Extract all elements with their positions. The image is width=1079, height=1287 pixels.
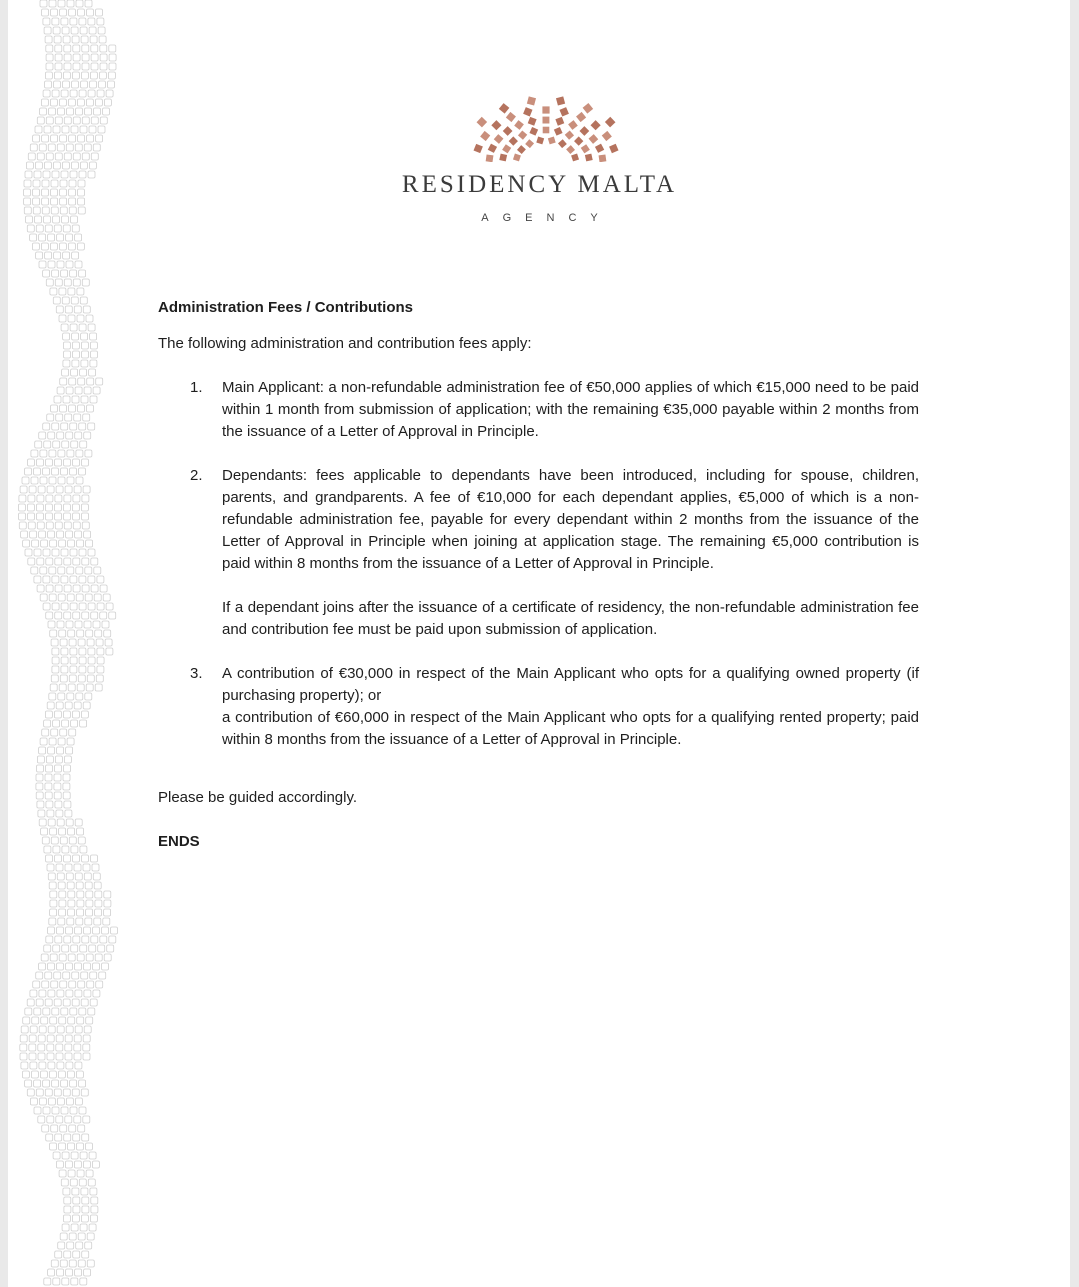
list-item-number: 1. bbox=[190, 379, 203, 396]
brand-name: RESIDENCY MALTA bbox=[401, 171, 678, 198]
closing-text: Please be guided accordingly. bbox=[158, 789, 358, 806]
list-item bbox=[158, 465, 919, 641]
document-body bbox=[158, 297, 919, 853]
document-heading: Administration Fees / Contributions bbox=[158, 299, 414, 316]
brand-subtitle: AGENCY bbox=[481, 212, 612, 224]
list-item-text: A contribution of €30,000 in respect of the Main Applicant who opts for a qualifying owned property (if purchasing property); or bbox=[222, 665, 919, 704]
list-item bbox=[158, 377, 919, 443]
list-item-text: a contribution of €60,000 in respect of the Main Applicant who opts for a qualifying rented property; paid within 8 months from the issuance of a Letter of Approval in Principle. bbox=[222, 709, 919, 748]
residency-malta-logo-icon bbox=[462, 96, 630, 162]
list-item-text: Dependants: fees applicable to dependants have been introduced, including for spouse, children, parents, and grandparents. A fee of €10,000 for each dependant applies, €5,000 of which is a non-refundable administration fee, payable for every dependant within 2 months from the issuance of the Letter of Approval in Principle when joining at application stage. The remaining €5,000 contribution is paid within 8 months from the issuance of a Letter of Approval in Principle. bbox=[222, 467, 919, 572]
document-intro: The following administration and contribution fees apply: bbox=[158, 335, 532, 352]
ends-marker: ENDS bbox=[158, 833, 200, 850]
list-item bbox=[158, 663, 919, 751]
list-item-text: If a dependant joins after the issuance of a certificate of residency, the non-refundable administration fee and contribution fee must be paid upon submission of application. bbox=[222, 599, 919, 638]
list-item-number: 3. bbox=[190, 665, 203, 682]
list-item-number: 2. bbox=[190, 467, 203, 484]
list-item-text: Main Applicant: a non-refundable administration fee of €50,000 applies of which €15,000 need to be paid within 1 month from submission of application; with the remaining €35,000 payable within 2 months from the issuance of a Letter of Approval in Principle. bbox=[222, 379, 919, 440]
